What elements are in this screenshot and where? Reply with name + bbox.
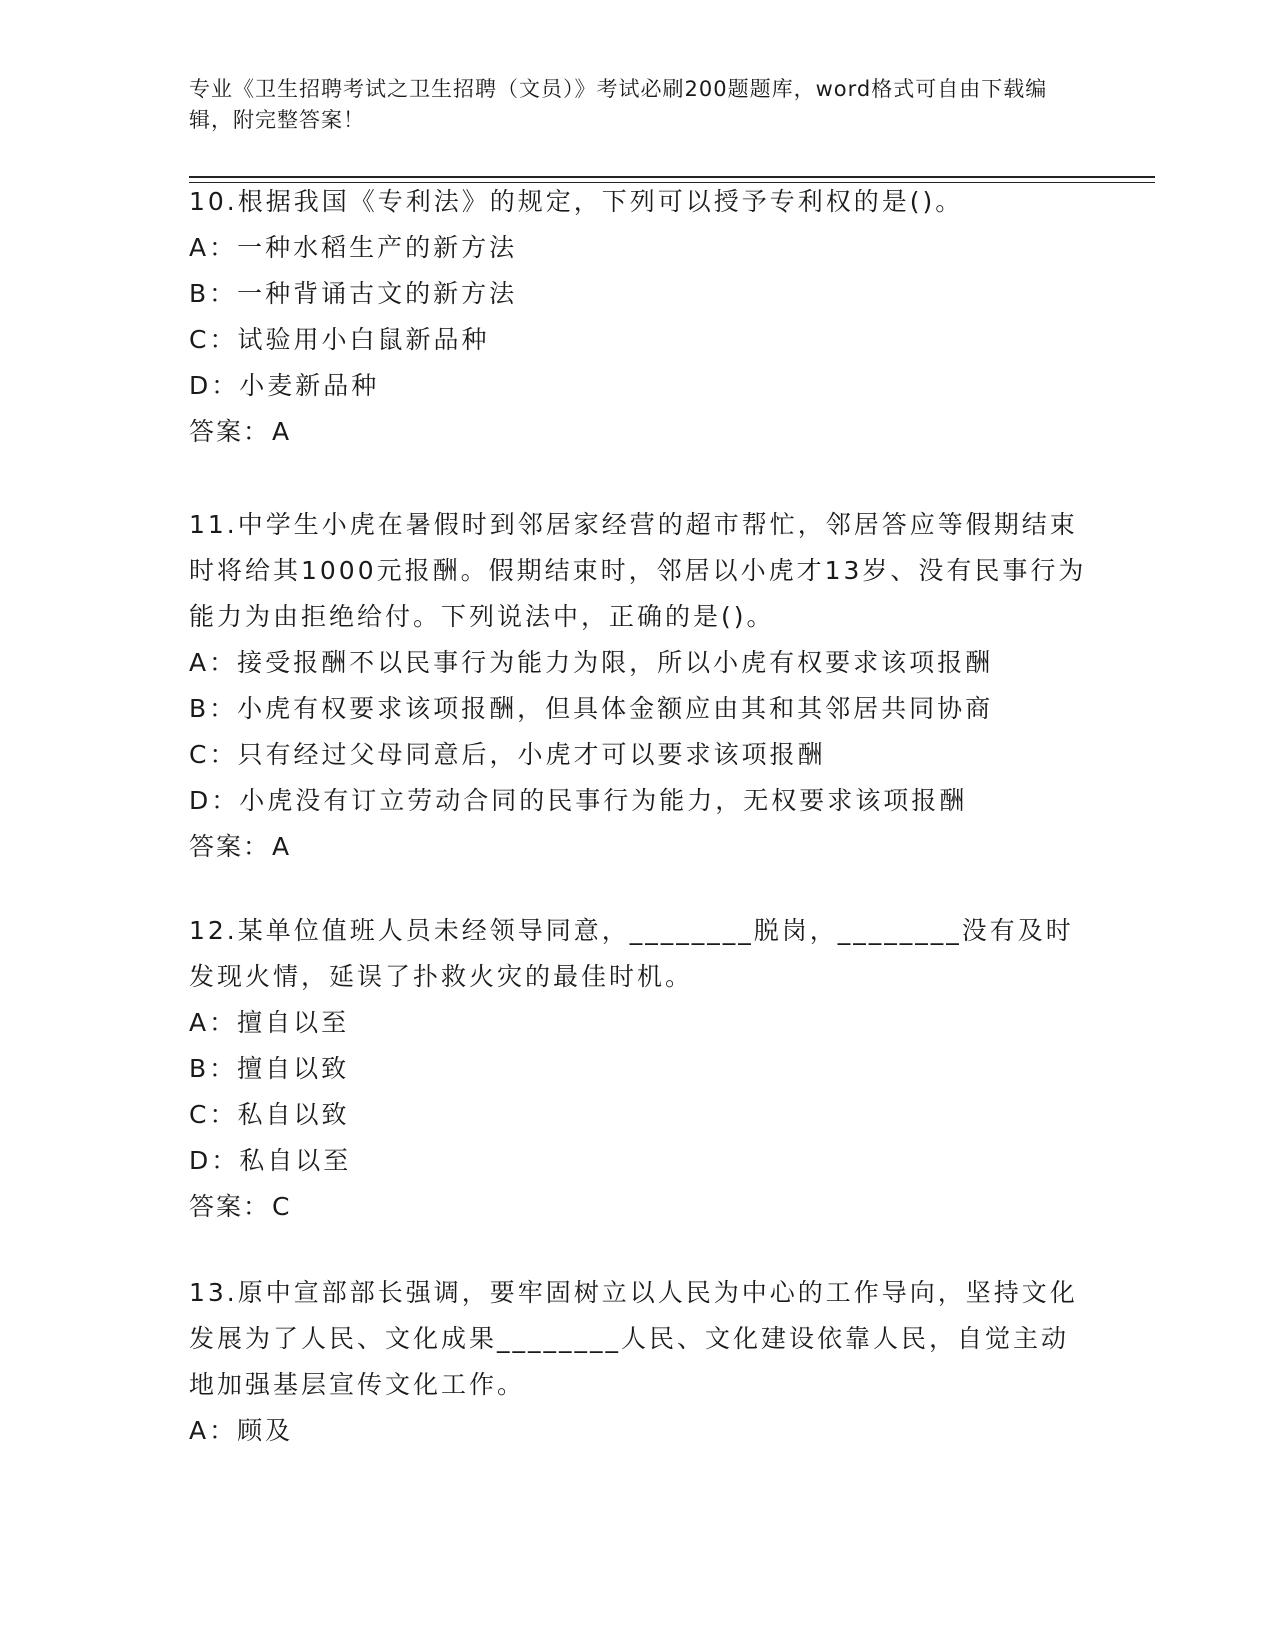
- question-13: [189, 1270, 1089, 1454]
- header-rule: [189, 176, 1155, 178]
- question-stem: 13.原中宣部部长强调，要牢固树立以人民为中心的工作导向，坚持文化发展为了人民、文化成果________人民、文化建设依靠人民，自觉主动地加强基层宣传文化工作。: [189, 1278, 1078, 1399]
- option-b: B：一种背诵古文的新方法: [189, 279, 518, 308]
- question-stem: 12.某单位值班人员未经领导同意，________脱岗，________没有及时发现火情，延误了扑救火灾的最佳时机。: [189, 916, 1074, 991]
- option-a: A：擅自以至: [189, 1008, 350, 1037]
- option-b: B：小虎有权要求该项报酬，但具体金额应由其和其邻居共同协商: [189, 694, 994, 723]
- answer-value: A: [272, 417, 292, 446]
- option-a: A：接受报酬不以民事行为能力为限，所以小虎有权要求该项报酬: [189, 648, 994, 677]
- answer-label: 答案：: [189, 832, 271, 861]
- question-10: [189, 179, 1089, 455]
- question-11: [189, 502, 1089, 870]
- option-d: D：小麦新品种: [189, 371, 380, 400]
- option-c: C：试验用小白鼠新品种: [189, 325, 490, 354]
- question-stem: 10.根据我国《专利法》的规定，下列可以授予专利权的是()。: [189, 187, 964, 216]
- option-c: C：只有经过父母同意后，小虎才可以要求该项报酬: [189, 740, 826, 769]
- question-12: [189, 908, 1089, 1230]
- answer-line: [189, 1184, 1089, 1230]
- option-a: A：顾及: [189, 1416, 294, 1445]
- answer-label: 答案：: [189, 417, 271, 446]
- option-d: D：私自以至: [189, 1146, 352, 1175]
- option-d: D：小虎没有订立劳动合同的民事行为能力，无权要求该项报酬: [189, 786, 968, 815]
- option-c: C：私自以致: [189, 1100, 350, 1129]
- answer-value: C: [272, 1192, 292, 1221]
- page-header: 专业《卫生招聘考试之卫生招聘（文员）》考试必刷200题题库，word格式可自由下载编辑，附完整答案！: [189, 77, 1048, 132]
- option-b: B：擅自以致: [189, 1054, 350, 1083]
- answer-value: A: [272, 832, 292, 861]
- answer-line: [189, 409, 1089, 455]
- question-stem: 11.中学生小虎在暑假时到邻居家经营的超市帮忙，邻居答应等假期结束时将给其1000元报酬。假期结束时，邻居以小虎才13岁、没有民事行为能力为由拒绝给付。下列说法中，正确的是()。: [189, 510, 1087, 631]
- answer-label: 答案：: [189, 1192, 271, 1221]
- answer-line: [189, 824, 1089, 870]
- option-a: A：一种水稻生产的新方法: [189, 233, 518, 262]
